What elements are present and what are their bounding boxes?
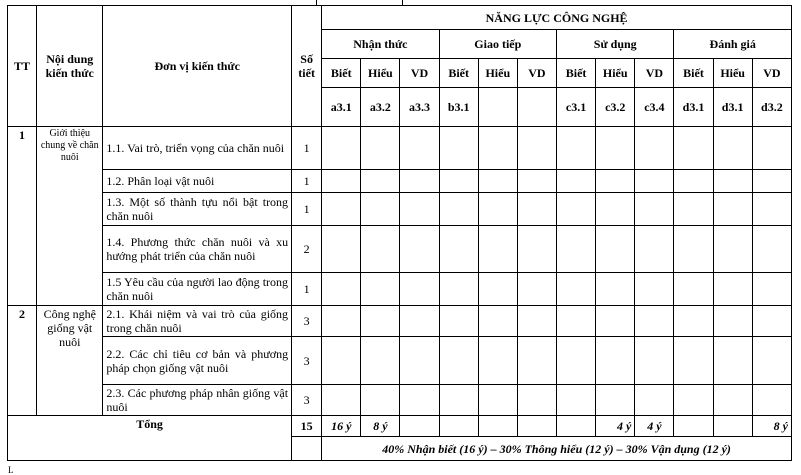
header-level: VD — [400, 59, 439, 88]
periods-cell: 1 — [292, 193, 322, 226]
summary-text: 40% Nhận biết (16 ý) – 30% Thông hiểu (12 ý) – 30% Vận dụng (12 ý) — [322, 437, 792, 461]
table-row — [8, 127, 792, 170]
unit-cell: 2.3. Các phương pháp nhân giống vật nuôi — [103, 385, 292, 416]
header-code: c3.1 — [557, 88, 596, 127]
periods-cell: 1 — [292, 273, 322, 306]
total-row — [8, 416, 792, 437]
header-code: a3.3 — [400, 88, 439, 127]
table-row — [8, 385, 792, 416]
header-group: Sử dụng — [557, 30, 674, 59]
total-periods: 15 — [292, 416, 322, 437]
header-group: Nhận thức — [322, 30, 439, 59]
unit-cell: 1.2. Phân loại vật nuôi — [103, 170, 292, 193]
header-tt: TT — [8, 6, 37, 127]
header-level: VD — [635, 59, 674, 88]
header-level: Biết — [439, 59, 478, 88]
table-row — [8, 306, 792, 337]
table-row — [8, 337, 792, 385]
periods-cell: 3 — [292, 306, 322, 337]
total-cell — [517, 416, 556, 437]
header-level: VD — [752, 59, 791, 88]
table-row — [8, 226, 792, 273]
unit-cell: 1.4. Phương thức chăn nuôi và xu hướng phát triển của chăn nuôi — [103, 226, 292, 273]
periods-cell: 1 — [292, 170, 322, 193]
total-cell: 4 ý — [596, 416, 635, 437]
total-cell — [713, 416, 752, 437]
total-cell — [557, 416, 596, 437]
header-level: Biết — [322, 59, 361, 88]
header-row-1 — [8, 6, 792, 30]
header-code: c3.2 — [596, 88, 635, 127]
total-cell: 16 ý — [322, 416, 361, 437]
header-code: d3.2 — [752, 88, 791, 127]
cut-off-text: L — [8, 465, 14, 475]
header-content: Nội dung kiến thức — [37, 6, 103, 127]
periods-cell: 3 — [292, 385, 322, 416]
table-row — [8, 273, 792, 306]
periods-cell: 2 — [292, 226, 322, 273]
section-content: Công nghệ giống vật nuôi — [37, 306, 103, 416]
header-level: VD — [517, 59, 556, 88]
header-competency: NĂNG LỰC CÔNG NGHỆ — [322, 6, 792, 30]
header-level: Hiểu — [361, 59, 400, 88]
header-code: b3.1 — [439, 88, 478, 127]
header-code — [478, 88, 517, 127]
header-code: d3.1 — [713, 88, 752, 127]
section-number: 1 — [8, 127, 37, 306]
section-number: 2 — [8, 306, 37, 416]
header-level: Hiểu — [713, 59, 752, 88]
total-label: Tổng — [8, 416, 292, 461]
total-cell — [478, 416, 517, 437]
periods-cell: 1 — [292, 127, 322, 170]
header-periods: Số tiết — [292, 6, 322, 127]
header-code: c3.4 — [635, 88, 674, 127]
periods-cell: 3 — [292, 337, 322, 385]
total-cell: 8 ý — [361, 416, 400, 437]
unit-cell: 2.1. Khái niệm và vai trò của giống trong chăn nuôi — [103, 306, 292, 337]
header-level: Biết — [557, 59, 596, 88]
header-group: Giao tiếp — [439, 30, 556, 59]
total-cell — [674, 416, 713, 437]
total-cell — [439, 416, 478, 437]
table-row — [8, 170, 792, 193]
total-cell — [400, 416, 439, 437]
unit-cell: 2.2. Các chỉ tiêu cơ bản và phương pháp chọn giống vật nuôi — [103, 337, 292, 385]
table-row — [8, 193, 792, 226]
header-code: a3.2 — [361, 88, 400, 127]
unit-cell: 1.5 Yêu cầu của người lao động trong chăn nuôi — [103, 273, 292, 306]
header-code: d3.1 — [674, 88, 713, 127]
unit-cell: 1.1. Vai trò, triển vọng của chăn nuôi — [103, 127, 292, 170]
header-code — [517, 88, 556, 127]
header-group: Đánh giá — [674, 30, 792, 59]
header-unit: Đơn vị kiến thức — [103, 6, 292, 127]
total-cell: 4 ý — [635, 416, 674, 437]
header-level: Hiểu — [596, 59, 635, 88]
header-level: Hiểu — [478, 59, 517, 88]
header-level: Biết — [674, 59, 713, 88]
total-cell: 8 ý — [752, 416, 791, 437]
competency-matrix-table — [7, 5, 792, 461]
section-content: Giới thiệu chung về chăn nuôi — [37, 127, 103, 306]
header-code: a3.1 — [322, 88, 361, 127]
unit-cell: 1.3. Một số thành tựu nổi bật trong chăn nuôi — [103, 193, 292, 226]
